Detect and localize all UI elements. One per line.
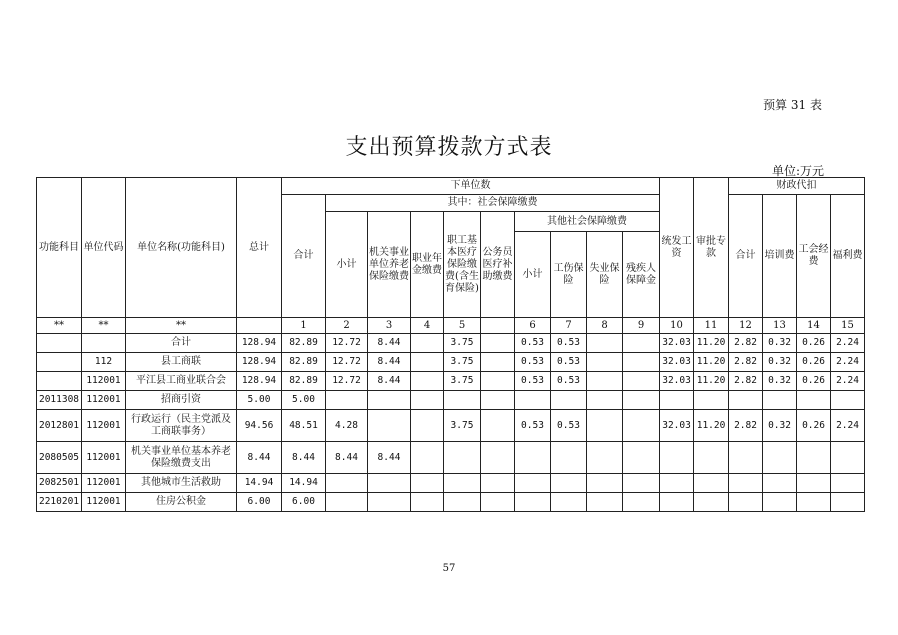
value-cell: 8.44: [282, 442, 326, 474]
value-cell: 2.82: [729, 334, 763, 353]
func-code-cell: 2011308: [37, 391, 82, 410]
value-cell: [368, 493, 411, 512]
value-cell: 48.51: [282, 410, 326, 442]
index-cell: 1: [282, 318, 326, 334]
unit-name-cell: 机关事业单位基本养老保险缴费支出: [126, 442, 237, 474]
value-cell: [729, 391, 763, 410]
value-cell: 0.53: [551, 334, 587, 353]
header-injury: 工伤保险: [551, 232, 587, 318]
value-cell: [411, 442, 444, 474]
value-cell: [411, 353, 444, 372]
header-social-subtotal: 小计: [326, 212, 368, 318]
header-social-security: 其中：社会保障缴费: [326, 195, 660, 212]
value-cell: 2.24: [831, 410, 865, 442]
header-other-social: 其他社会保障缴费: [515, 212, 660, 232]
value-cell: [831, 493, 865, 512]
header-civil-medical: 公务员医疗补助缴费: [481, 212, 515, 318]
value-cell: [587, 410, 623, 442]
header-total: 总计: [237, 178, 282, 318]
header-unit-code: 单位代码: [82, 178, 126, 318]
value-cell: [481, 372, 515, 391]
table-row: [37, 410, 865, 442]
table-row: [37, 372, 865, 391]
value-cell: [763, 391, 797, 410]
value-cell: [481, 353, 515, 372]
value-cell: 11.20: [694, 353, 729, 372]
value-cell: [481, 493, 515, 512]
value-cell: 82.89: [282, 372, 326, 391]
value-cell: [515, 474, 551, 493]
table-row: [37, 334, 865, 353]
value-cell: [694, 474, 729, 493]
value-cell: 32.03: [660, 410, 694, 442]
table-row: [37, 353, 865, 372]
unit-name-cell: 招商引资: [126, 391, 237, 410]
func-code-cell: 2082501: [37, 474, 82, 493]
unit-code-cell: 112001: [82, 410, 126, 442]
value-cell: [623, 353, 660, 372]
value-cell: [587, 391, 623, 410]
header-unified-salary: 统发工资: [660, 178, 694, 318]
value-cell: [660, 442, 694, 474]
value-cell: 8.44: [368, 353, 411, 372]
value-cell: 0.53: [515, 372, 551, 391]
unit-name-cell: 平江县工商业联合会: [126, 372, 237, 391]
value-cell: 128.94: [237, 334, 282, 353]
index-cell: 7: [551, 318, 587, 334]
index-cell: [481, 318, 515, 334]
value-cell: [623, 474, 660, 493]
value-cell: [729, 442, 763, 474]
value-cell: 2.82: [729, 353, 763, 372]
value-cell: [411, 410, 444, 442]
value-cell: 0.53: [551, 410, 587, 442]
value-cell: 94.56: [237, 410, 282, 442]
header-union: 工会经费: [797, 195, 831, 318]
value-cell: [660, 474, 694, 493]
budget-table: [36, 177, 865, 512]
unit-code-cell: [82, 334, 126, 353]
value-cell: [551, 493, 587, 512]
value-cell: [326, 391, 368, 410]
value-cell: [587, 353, 623, 372]
value-cell: [797, 493, 831, 512]
index-cell: [237, 318, 282, 334]
value-cell: 32.03: [660, 353, 694, 372]
value-cell: 3.75: [444, 353, 481, 372]
value-cell: [587, 493, 623, 512]
value-cell: [326, 493, 368, 512]
value-cell: [551, 474, 587, 493]
func-code-cell: [37, 353, 82, 372]
unit-code-cell: 112: [82, 353, 126, 372]
value-cell: 2.24: [831, 334, 865, 353]
value-cell: 0.26: [797, 372, 831, 391]
value-cell: [623, 442, 660, 474]
value-cell: [763, 442, 797, 474]
value-cell: 2.82: [729, 410, 763, 442]
value-cell: [694, 391, 729, 410]
value-cell: [729, 493, 763, 512]
header-annuity: 职业年金缴费: [411, 212, 444, 318]
value-cell: [481, 391, 515, 410]
value-cell: [694, 442, 729, 474]
header-fiscal-total: 合计: [729, 195, 763, 318]
form-reference: 预算 31 表: [763, 98, 822, 112]
index-cell: 9: [623, 318, 660, 334]
table-row: [37, 474, 865, 493]
value-cell: [368, 410, 411, 442]
value-cell: [587, 372, 623, 391]
header-pension: 机关事业单位养老保险缴费: [368, 212, 411, 318]
value-cell: 6.00: [237, 493, 282, 512]
value-cell: 12.72: [326, 372, 368, 391]
value-cell: 8.44: [368, 442, 411, 474]
func-code-cell: 2012801: [37, 410, 82, 442]
unit-code-cell: 112001: [82, 474, 126, 493]
value-cell: 0.26: [797, 334, 831, 353]
value-cell: [797, 391, 831, 410]
value-cell: 8.44: [368, 334, 411, 353]
value-cell: 14.94: [282, 474, 326, 493]
index-cell: 13: [763, 318, 797, 334]
page-number: 57: [442, 563, 456, 574]
table-row: [37, 442, 865, 474]
header-training: 培训费: [763, 195, 797, 318]
index-cell: 4: [411, 318, 444, 334]
value-cell: 0.53: [551, 372, 587, 391]
value-cell: 2.24: [831, 353, 865, 372]
value-cell: 12.72: [326, 353, 368, 372]
table-row: [37, 493, 865, 512]
unit-name-cell: 行政运行（民主党派及工商联事务）: [126, 410, 237, 442]
page-title: 支出预算拨款方式表: [345, 135, 553, 160]
index-row: [37, 318, 865, 334]
value-cell: 0.53: [551, 353, 587, 372]
value-cell: 6.00: [282, 493, 326, 512]
value-cell: [368, 391, 411, 410]
value-cell: 12.72: [326, 334, 368, 353]
header-medical: 职工基本医疗保险缴费(含生育保险): [444, 212, 481, 318]
value-cell: 2.24: [831, 372, 865, 391]
header-welfare: 福利费: [831, 195, 865, 318]
header-disability: 残疾人保障金: [623, 232, 660, 318]
value-cell: [326, 474, 368, 493]
value-cell: 8.44: [237, 442, 282, 474]
value-cell: [660, 391, 694, 410]
value-cell: 0.32: [763, 410, 797, 442]
value-cell: 32.03: [660, 334, 694, 353]
value-cell: 11.20: [694, 334, 729, 353]
header-lower-units: 下单位数: [282, 178, 660, 195]
unit-name-cell: 其他城市生活救助: [126, 474, 237, 493]
value-cell: [763, 493, 797, 512]
value-cell: [515, 391, 551, 410]
index-cell: 5: [444, 318, 481, 334]
value-cell: 3.75: [444, 372, 481, 391]
value-cell: [831, 474, 865, 493]
value-cell: 11.20: [694, 372, 729, 391]
value-cell: 8.44: [368, 372, 411, 391]
index-cell: 11: [694, 318, 729, 334]
value-cell: 0.32: [763, 334, 797, 353]
index-cell: 15: [831, 318, 865, 334]
value-cell: 0.26: [797, 353, 831, 372]
index-cell: 3: [368, 318, 411, 334]
value-cell: [763, 474, 797, 493]
value-cell: 0.53: [515, 410, 551, 442]
func-code-cell: [37, 334, 82, 353]
value-cell: [444, 391, 481, 410]
unit-label: 单位:万元: [771, 164, 824, 178]
header-approved-special: 审批专款: [694, 178, 729, 318]
value-cell: [551, 391, 587, 410]
index-cell: 10: [660, 318, 694, 334]
value-cell: [411, 372, 444, 391]
value-cell: [587, 334, 623, 353]
unit-name-cell: 合计: [126, 334, 237, 353]
value-cell: [515, 493, 551, 512]
header-fiscal-withhold: 财政代扣: [729, 178, 865, 195]
value-cell: [797, 474, 831, 493]
value-cell: 0.26: [797, 410, 831, 442]
index-cell: **: [37, 318, 82, 334]
header-other-subtotal: 小计: [515, 232, 551, 318]
header-lower-subtotal: 合计: [282, 195, 326, 318]
value-cell: [623, 493, 660, 512]
func-code-cell: 2080505: [37, 442, 82, 474]
value-cell: [481, 474, 515, 493]
index-cell: 12: [729, 318, 763, 334]
index-cell: 8: [587, 318, 623, 334]
value-cell: 0.53: [515, 334, 551, 353]
index-cell: **: [82, 318, 126, 334]
value-cell: 0.32: [763, 353, 797, 372]
value-cell: 3.75: [444, 410, 481, 442]
index-cell: 6: [515, 318, 551, 334]
value-cell: [368, 474, 411, 493]
unit-code-cell: 112001: [82, 442, 126, 474]
value-cell: 4.28: [326, 410, 368, 442]
value-cell: 8.44: [326, 442, 368, 474]
value-cell: [831, 391, 865, 410]
value-cell: 0.32: [763, 372, 797, 391]
value-cell: [587, 442, 623, 474]
value-cell: [623, 372, 660, 391]
value-cell: [551, 442, 587, 474]
value-cell: [411, 493, 444, 512]
index-cell: 2: [326, 318, 368, 334]
value-cell: 128.94: [237, 372, 282, 391]
value-cell: [831, 442, 865, 474]
value-cell: 32.03: [660, 372, 694, 391]
index-cell: **: [126, 318, 237, 334]
unit-code-cell: 112001: [82, 372, 126, 391]
value-cell: [444, 493, 481, 512]
func-code-cell: [37, 372, 82, 391]
value-cell: [694, 493, 729, 512]
value-cell: [623, 410, 660, 442]
table-row: [37, 391, 865, 410]
value-cell: 14.94: [237, 474, 282, 493]
value-cell: [623, 334, 660, 353]
value-cell: [411, 334, 444, 353]
header-unemployment: 失业保险: [587, 232, 623, 318]
value-cell: [444, 442, 481, 474]
index-cell: 14: [797, 318, 831, 334]
func-code-cell: 2210201: [37, 493, 82, 512]
value-cell: [481, 334, 515, 353]
value-cell: [729, 474, 763, 493]
value-cell: 5.00: [237, 391, 282, 410]
value-cell: 5.00: [282, 391, 326, 410]
value-cell: 128.94: [237, 353, 282, 372]
header-func-code: 功能科目: [37, 178, 82, 318]
value-cell: [411, 474, 444, 493]
value-cell: [660, 493, 694, 512]
header-unit-name: 单位名称(功能科目): [126, 178, 237, 318]
value-cell: 82.89: [282, 353, 326, 372]
value-cell: 2.82: [729, 372, 763, 391]
value-cell: 82.89: [282, 334, 326, 353]
value-cell: [411, 391, 444, 410]
value-cell: 11.20: [694, 410, 729, 442]
value-cell: [797, 442, 831, 474]
value-cell: [587, 474, 623, 493]
value-cell: [481, 410, 515, 442]
value-cell: [481, 442, 515, 474]
value-cell: 3.75: [444, 334, 481, 353]
unit-code-cell: 112001: [82, 493, 126, 512]
value-cell: 0.53: [515, 353, 551, 372]
value-cell: [623, 391, 660, 410]
unit-name-cell: 县工商联: [126, 353, 237, 372]
unit-code-cell: 112001: [82, 391, 126, 410]
value-cell: [515, 442, 551, 474]
value-cell: [444, 474, 481, 493]
unit-name-cell: 住房公积金: [126, 493, 237, 512]
